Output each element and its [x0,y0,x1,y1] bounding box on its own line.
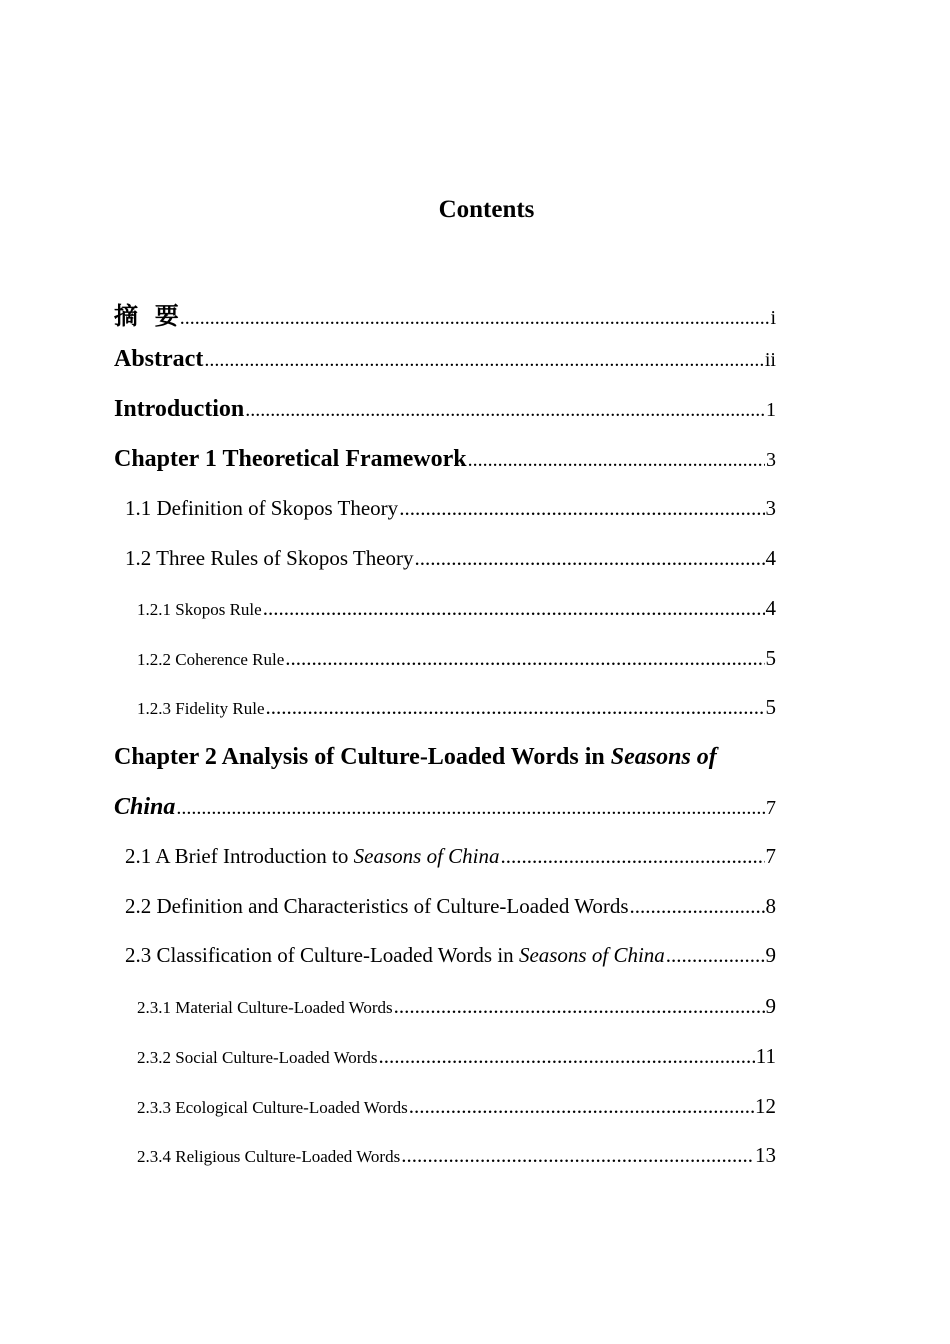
toc-entry-1-1[interactable] [125,496,776,521]
toc-entry-1-2-3[interactable] [137,695,776,720]
toc-page-number: 5 [765,646,776,670]
toc-label [125,943,665,968]
leader-dots [263,596,765,621]
toc-entry-2-1[interactable] [125,844,776,869]
toc-label: 1.2.2 Coherence Rule [137,650,285,669]
toc-page-number: 3 [765,496,776,520]
toc-entry-2-3[interactable] [125,943,776,968]
toc-page-number: 9 [765,994,776,1018]
leader-dots [468,449,765,472]
leader-dots [666,943,765,968]
toc-entry-1-2[interactable] [125,546,776,571]
toc-entry-2-3-1[interactable] [137,994,776,1019]
leader-dots [409,1094,754,1119]
leader-dots [630,894,765,919]
toc-label [114,794,175,821]
leader-dots [180,307,770,330]
toc-label: 1.2.3 Fidelity Rule [137,699,265,718]
toc-label [125,844,500,869]
toc-label: 2.2 Definition and Characteristics of Culture-Loaded Words [125,894,629,918]
leader-dots [401,1143,754,1168]
leader-dots [399,496,764,521]
toc-entry-2-2[interactable] [125,894,776,919]
leader-dots [204,349,764,372]
toc-label-italic: China [114,794,176,820]
toc-entry-2-3-2[interactable] [137,1044,776,1069]
toc-label: 2.3.1 Material Culture-Loaded Words [137,998,393,1017]
leader-dots [266,695,765,720]
toc-page-number: 13 [755,1143,776,1167]
toc-page-number: 7 [765,844,776,868]
toc-page-number: 4 [765,546,776,570]
toc-entry-introduction[interactable] [114,396,776,423]
toc-page-number: 5 [765,695,776,719]
toc-label: 2.3.3 Ecological Culture-Loaded Words [137,1098,408,1117]
toc-entry-2-3-3[interactable] [137,1094,776,1119]
toc-page-number: 7 [766,797,776,819]
toc-label-italic: Seasons of China [518,943,665,967]
toc-entry-chapter-2-line-1[interactable] [114,744,717,771]
toc-entry-1-2-2[interactable] [137,646,776,671]
toc-label: Chapter 2 Analysis of Culture-Loaded Words in [114,744,611,770]
toc-label-text: 2.3 Classification of Culture-Loaded Words in [125,943,519,967]
toc-label: 2.3.4 Religious Culture-Loaded Words [137,1147,401,1166]
toc-label: 1.1 Definition of Skopos Theory [125,496,399,520]
toc-page-number: 3 [766,449,776,471]
toc-label: 1.2.1 Skopos Rule [137,600,262,619]
toc-entry-zhaiyao[interactable] [114,296,776,331]
leader-dots [285,646,764,671]
page-title: Contents [438,196,535,223]
toc-label-italic: Seasons of [610,744,717,770]
toc-label: 2.3.2 Social Culture-Loaded Words [137,1048,378,1067]
leader-dots [394,994,765,1019]
toc-label: Introduction [114,396,245,422]
toc-label: 摘 要 [114,302,179,330]
toc-entry-1-2-1[interactable] [137,596,776,621]
toc-page-number: 4 [765,596,776,620]
leader-dots [501,844,765,869]
toc-page-number: i [770,307,776,329]
toc-label-text: 2.1 A Brief Introduction to [125,844,354,868]
toc-label-italic: Seasons of China [353,844,500,868]
toc-label: Chapter 1 Theoretical Framework [114,446,467,472]
toc-page-number: 8 [765,894,776,918]
leader-dots [176,797,765,820]
leader-dots [245,399,765,422]
toc-entry-abstract[interactable] [114,346,776,373]
toc-page-number: 12 [755,1094,776,1118]
toc-label: Abstract [114,346,204,372]
toc-page-number: 11 [755,1044,776,1068]
leader-dots [379,1044,755,1069]
toc-entry-chapter-1[interactable] [114,446,776,473]
toc-entry-chapter-2-line-2[interactable] [114,794,776,821]
toc-page-number: 1 [766,399,776,421]
toc-page-number: 9 [765,943,776,967]
leader-dots [415,546,765,571]
toc-entry-2-3-4[interactable] [137,1143,776,1168]
toc-page-number: ii [764,349,776,371]
toc-label: 1.2 Three Rules of Skopos Theory [125,546,414,570]
